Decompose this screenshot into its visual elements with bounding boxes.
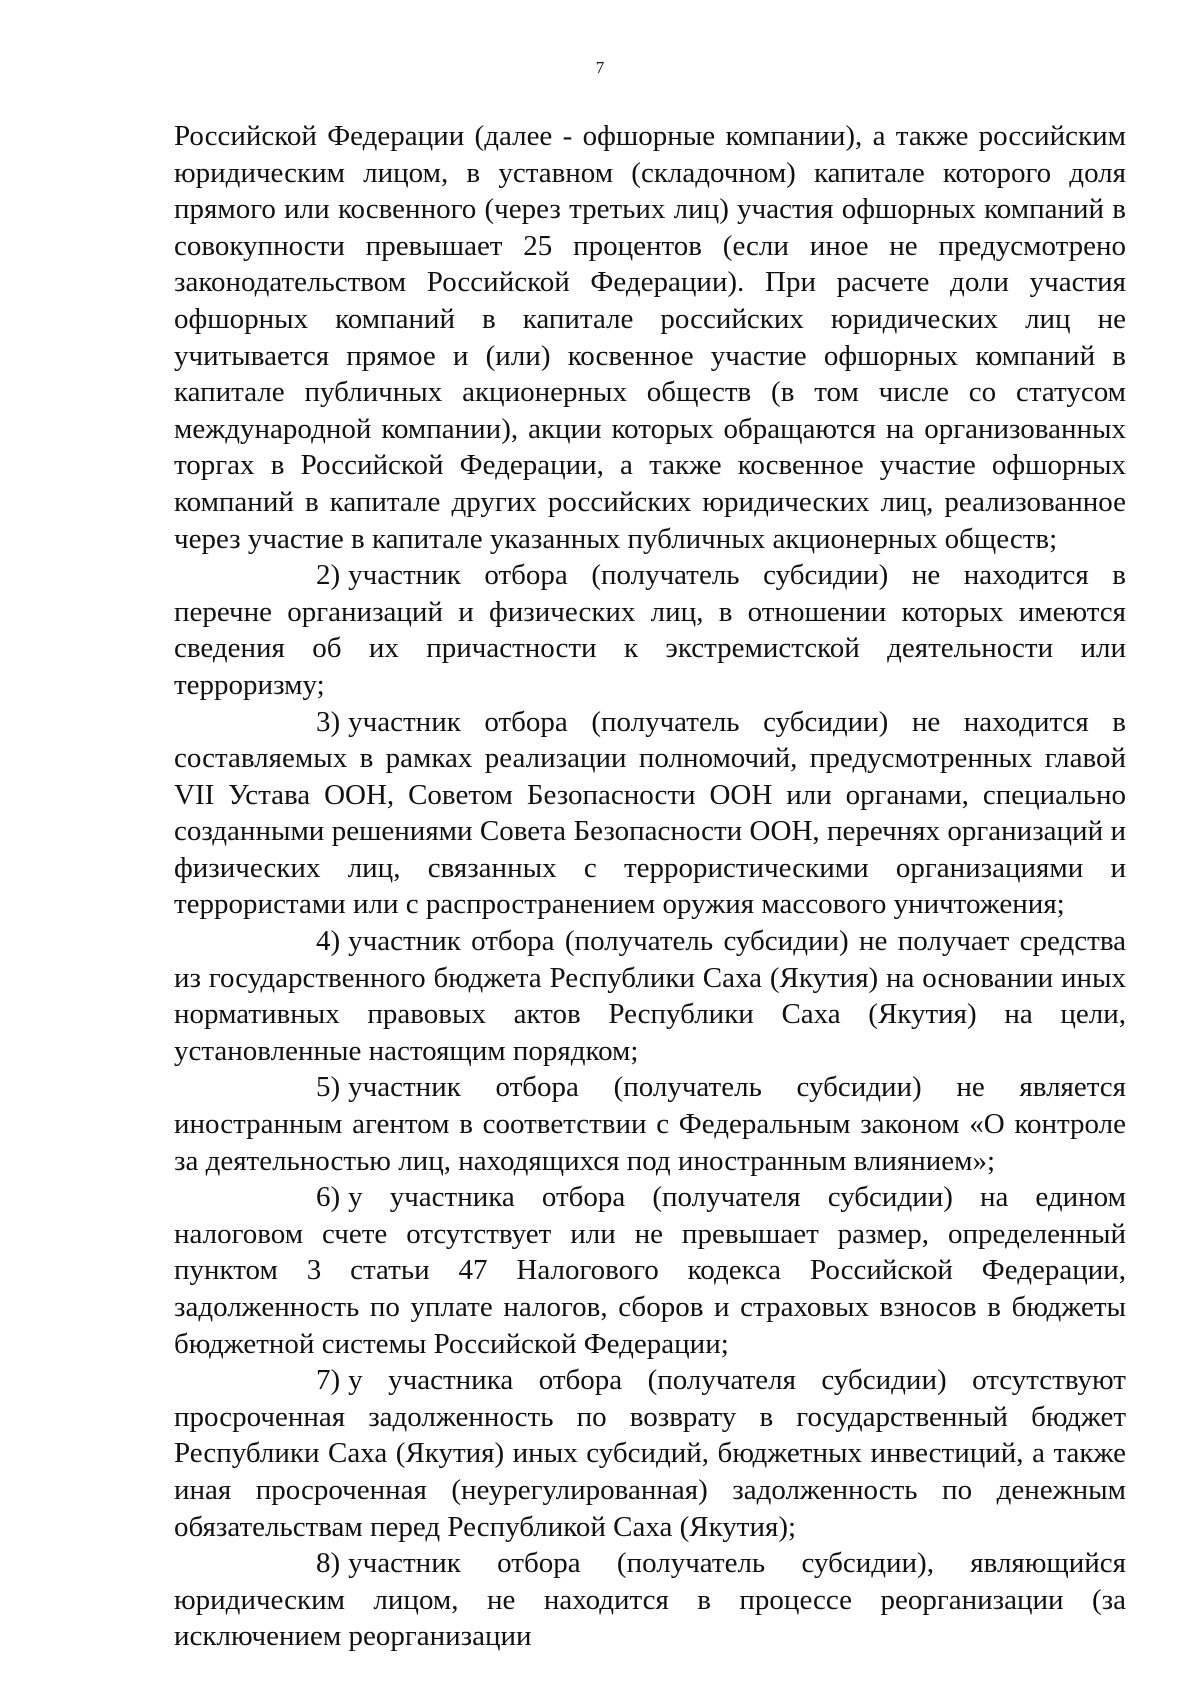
list-item-number: 6)	[316, 1181, 341, 1214]
paragraph-1-continuation	[174, 118, 1126, 557]
list-item-5	[174, 1069, 1126, 1179]
list-item-4	[174, 923, 1126, 1069]
list-item-6	[174, 1179, 1126, 1362]
list-item-number: 8)	[316, 1547, 341, 1580]
list-item-number: 2)	[316, 559, 341, 592]
list-item-8	[174, 1545, 1126, 1655]
list-item-number: 3)	[316, 705, 341, 738]
paragraph-text: у участника отбора (получателя субсидии) на едином налоговом счете отсутствует или не превышает размер, определенный пунктом 3 статьи 47 Налогового кодекса Российской Федерации, задолженность по уплате налогов, сборов и страховых взносов в бюджеты бюджетной системы Российской Федерации;	[174, 1181, 1126, 1360]
paragraph-text: участник отбора (получатель субсидии) не находится в составляемых в рамках реализации полномочий, предусмотренных главой VII Устава ООН, Советом Безопасности ООН или органами, специально созданными решениями Совета Безопасности ООН, перечнях организаций и физических лиц, связанных с террористическими организациями и террористами или с распространением оружия массового уничтожения;	[174, 705, 1126, 921]
paragraph-text: участник отбора (получатель субсидии) не получает средства из государственного бюджета Республики Саха (Якутия) на основании иных нормативных правовых актов Республики Саха (Якутия) на цели, установленные настоящим порядком;	[174, 925, 1126, 1067]
paragraph-text: участник отбора (получатель субсидии) не находится в перечне организаций и физических лиц, в отношении которых имеются сведения об их причастности к экстремистской деятельности или терроризму;	[174, 559, 1126, 701]
list-item-3	[174, 704, 1126, 924]
list-item-number: 7)	[316, 1364, 341, 1397]
list-item-number: 5)	[316, 1071, 341, 1104]
list-item-number: 4)	[316, 925, 341, 958]
paragraph-text: участник отбора (получатель субсидии), являющийся юридическим лицом, не находится в процессе реорганизации (за исключением реорганизации	[174, 1547, 1126, 1653]
list-item-7	[174, 1362, 1126, 1545]
list-item-2	[174, 557, 1126, 703]
paragraph-text: Российской Федерации (далее - офшорные компании), а также российским юридическим лицом, в уставном (складочном) капитале которого доля прямого или косвенного (через третьих лиц) участия офшорных компаний в совокупности превышает 25 процентов (если иное не предусмотрено законодательством Российской Федерации). При расчете доли участия офшорных компаний в капитале российских юридических лиц не учитывается прямое и (или) косвенное участие офшорных компаний в капитале публичных акционерных обществ (в том числе со статусом международной компании), акции которых обращаются на организованных торгах в Российской Федерации, а также косвенное участие офшорных компаний в капитале других российских юридических лиц, реализованное через участие в капитале указанных публичных акционерных обществ;	[174, 120, 1126, 555]
page-number: 7	[595, 58, 605, 77]
document-body	[174, 118, 1126, 1655]
paragraph-text: участник отбора (получатель субсидии) не является иностранным агентом в соответствии с Федеральным законом «О контроле за деятельностью лиц, находящихся под иностранным влиянием»;	[174, 1071, 1126, 1177]
paragraph-text: у участника отбора (получателя субсидии) отсутствуют просроченная задолженность по возврату в государственный бюджет Республики Саха (Якутия) иных субсидий, бюджетных инвестиций, а также иная просроченная (неурегулированная) задолженность по денежным обязательствам перед Республикой Саха (Якутия);	[174, 1364, 1126, 1543]
